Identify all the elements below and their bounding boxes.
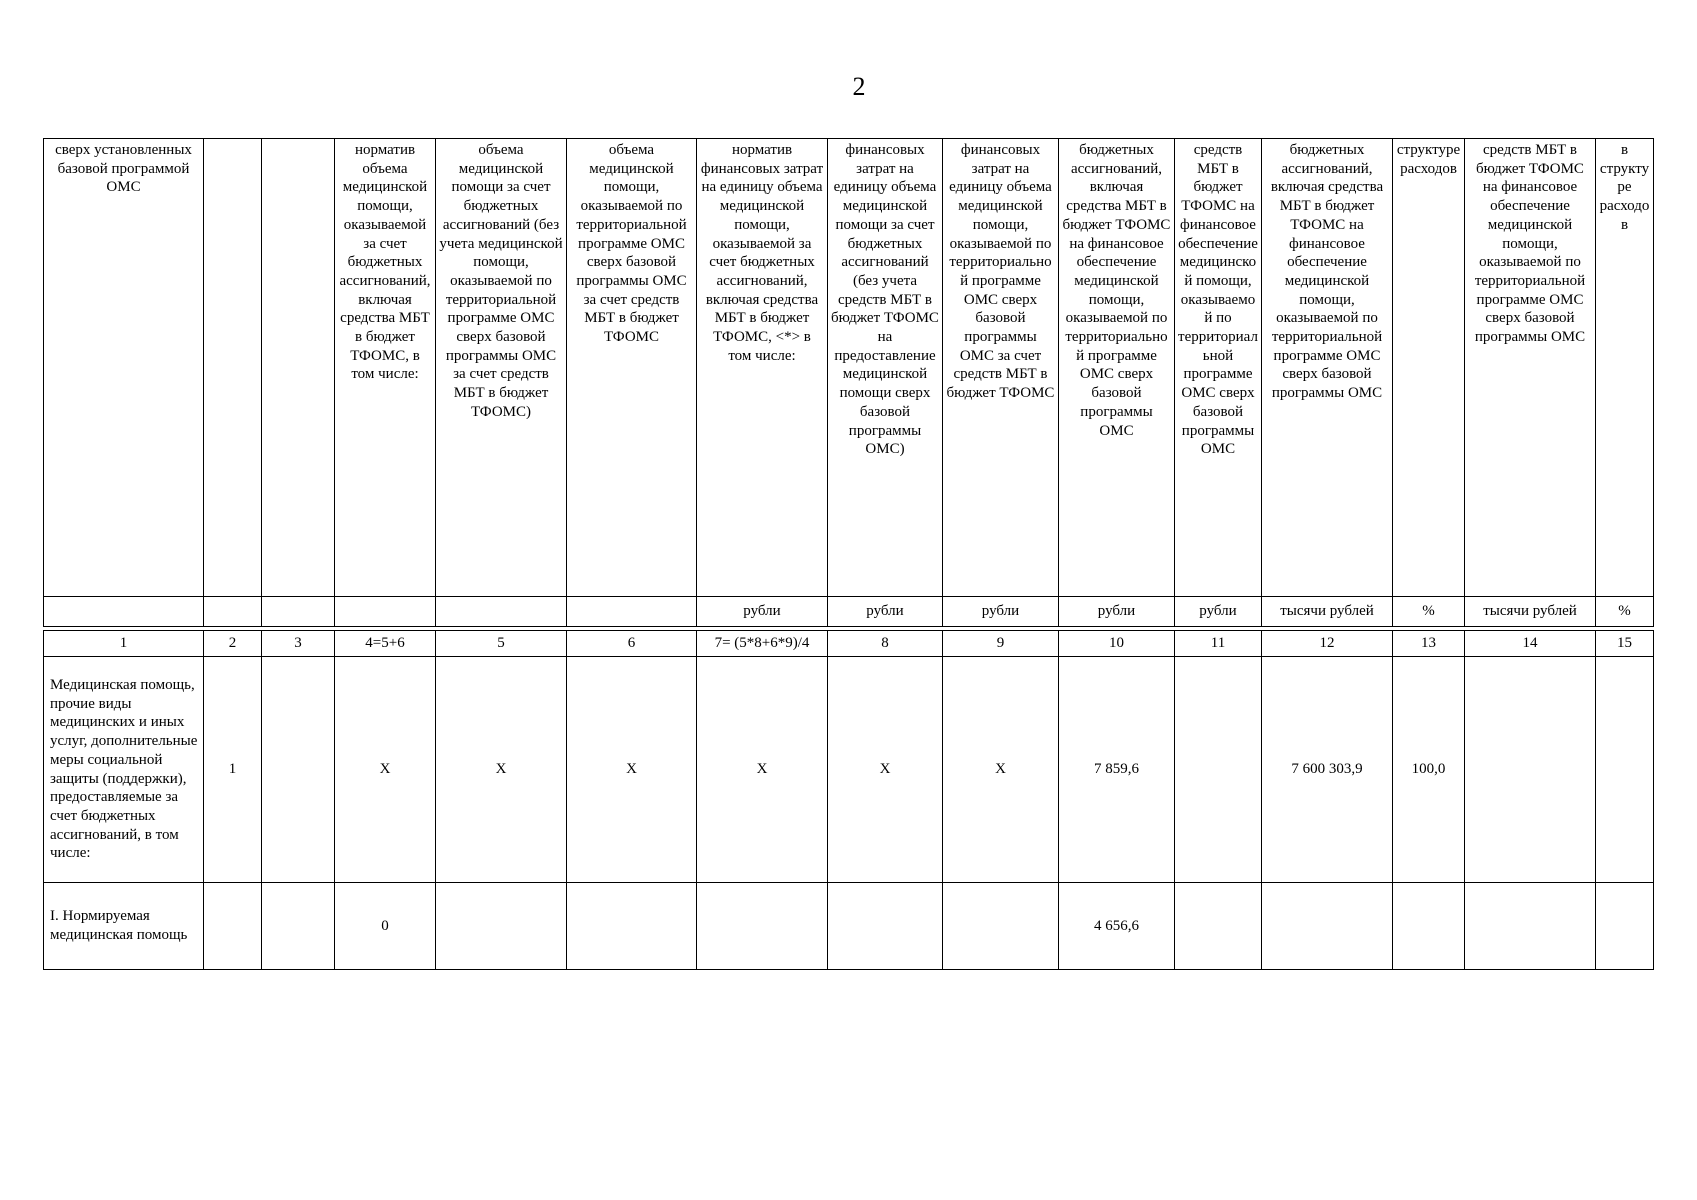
header-cell: объема медицинской помощи за счет бюджетных ассигнований (без учета медицинской помощи, оказываемой по территориальной программе ОМС сверх базовой программы ОМС за счет средств МБТ в бюджет ТФОМС) — [436, 139, 567, 597]
table-cell: 0 — [335, 883, 436, 970]
table-cell — [204, 883, 262, 970]
table-cell: Х — [335, 657, 436, 883]
unit-cell — [44, 597, 204, 627]
header-cell: бюджетных ассигнований, включая средства МБТ в бюджет ТФОМС на финансовое обеспечение медицинской помощи, оказываемой по территориальной программе ОМС сверх базовой программы ОМС — [1262, 139, 1393, 597]
column-number-cell: 6 — [567, 631, 697, 657]
table-cell: Х — [436, 657, 567, 883]
unit-cell: рубли — [1059, 597, 1175, 627]
units-row — [44, 597, 1654, 627]
table-row — [44, 883, 1654, 970]
row-label-cell: Медицинская помощь, прочие виды медицинских и иных услуг, дополнительные меры социальной защиты (поддержки), предоставляемые за счет бюджетных ассигнований, в том числе: — [44, 657, 204, 883]
header-cell: норматив финансовых затрат на единицу объема медицинской помощи, оказываемой за счет бюджетных ассигнований, включая средства МБТ в бюджет ТФОМС, <*> в том числе: — [697, 139, 828, 597]
unit-cell: % — [1596, 597, 1654, 627]
table-cell: Х — [943, 657, 1059, 883]
table-cell: Х — [697, 657, 828, 883]
column-number-cell: 5 — [436, 631, 567, 657]
table-cell — [262, 883, 335, 970]
header-cell: объема медицинской помощи, оказываемой по территориальной программе ОМС сверх базовой программы ОМС за счет средств МБТ в бюджет ТФОМС — [567, 139, 697, 597]
unit-cell: рубли — [828, 597, 943, 627]
table-cell — [436, 883, 567, 970]
table-cell: 7 600 303,9 — [1262, 657, 1393, 883]
column-number-cell: 4=5+6 — [335, 631, 436, 657]
header-cell: сверх установленных базовой программой ОМС — [44, 139, 204, 597]
unit-cell: рубли — [943, 597, 1059, 627]
table-cell: 4 656,6 — [1059, 883, 1175, 970]
table-cell: 1 — [204, 657, 262, 883]
financing-table — [43, 138, 1654, 970]
column-number-cell: 7= (5*8+6*9)/4 — [697, 631, 828, 657]
table-cell — [828, 883, 943, 970]
table-cell — [697, 883, 828, 970]
table-cell — [567, 883, 697, 970]
column-number-cell: 3 — [262, 631, 335, 657]
table-cell: 100,0 — [1393, 657, 1465, 883]
column-number-cell: 13 — [1393, 631, 1465, 657]
column-number-cell: 12 — [1262, 631, 1393, 657]
column-number-cell: 15 — [1596, 631, 1654, 657]
unit-cell — [436, 597, 567, 627]
column-numbers-row — [44, 631, 1654, 657]
header-cell: средств МБТ в бюджет ТФОМС на финансовое обеспечение медицинской помощи, оказываемой по территориальной программе ОМС сверх базовой программы ОМС — [1465, 139, 1596, 597]
table-cell: Х — [828, 657, 943, 883]
table-row — [44, 657, 1654, 883]
header-cell: норматив объема медицинской помощи, оказываемой за счет бюджетных ассигнований, включая средства МБТ в бюджет ТФОМС, в том числе: — [335, 139, 436, 597]
table-cell — [262, 657, 335, 883]
column-number-cell: 2 — [204, 631, 262, 657]
table-cell — [1596, 657, 1654, 883]
header-cell: средств МБТ в бюджет ТФОМС на финансовое обеспечение медицинской помощи, оказываемой по территориальной программе ОМС сверх базовой программы ОМС — [1175, 139, 1262, 597]
table-cell: 7 859,6 — [1059, 657, 1175, 883]
table-cell — [1465, 657, 1596, 883]
table-cell — [1596, 883, 1654, 970]
column-number-cell: 1 — [44, 631, 204, 657]
table-cell — [1393, 883, 1465, 970]
table-cell — [1465, 883, 1596, 970]
table-cell — [1175, 657, 1262, 883]
table-cell — [1262, 883, 1393, 970]
unit-cell — [204, 597, 262, 627]
unit-cell — [262, 597, 335, 627]
header-cell: структуре расходов — [1393, 139, 1465, 597]
unit-cell: тысячи рублей — [1262, 597, 1393, 627]
header-row — [44, 139, 1654, 597]
unit-cell: % — [1393, 597, 1465, 627]
column-number-cell: 9 — [943, 631, 1059, 657]
header-cell — [204, 139, 262, 597]
unit-cell — [335, 597, 436, 627]
header-cell: в структуре расходов — [1596, 139, 1654, 597]
unit-cell: рубли — [697, 597, 828, 627]
column-number-cell: 8 — [828, 631, 943, 657]
header-cell: бюджетных ассигнований, включая средства МБТ в бюджет ТФОМС на финансовое обеспечение медицинской помощи, оказываемой по территориальной программе ОМС сверх базовой программы ОМС — [1059, 139, 1175, 597]
unit-cell: тысячи рублей — [1465, 597, 1596, 627]
column-number-cell: 14 — [1465, 631, 1596, 657]
header-cell: финансовых затрат на единицу объема медицинской помощи, оказываемой по территориальной программе ОМС сверх базовой программы ОМС за счет средств МБТ в бюджет ТФОМС — [943, 139, 1059, 597]
header-cell — [262, 139, 335, 597]
table-cell: Х — [567, 657, 697, 883]
table-cell — [943, 883, 1059, 970]
unit-cell: рубли — [1175, 597, 1262, 627]
column-number-cell: 11 — [1175, 631, 1262, 657]
unit-cell — [567, 597, 697, 627]
header-cell: финансовых затрат на единицу объема медицинской помощи за счет бюджетных ассигнований (без учета средств МБТ в бюджет ТФОМС на предоставление медицинской помощи сверх базовой программы ОМС) — [828, 139, 943, 597]
table-cell — [1175, 883, 1262, 970]
page-number: 2 — [852, 72, 866, 101]
row-label-cell: I. Нормируемая медицинская помощь — [44, 883, 204, 970]
column-number-cell: 10 — [1059, 631, 1175, 657]
